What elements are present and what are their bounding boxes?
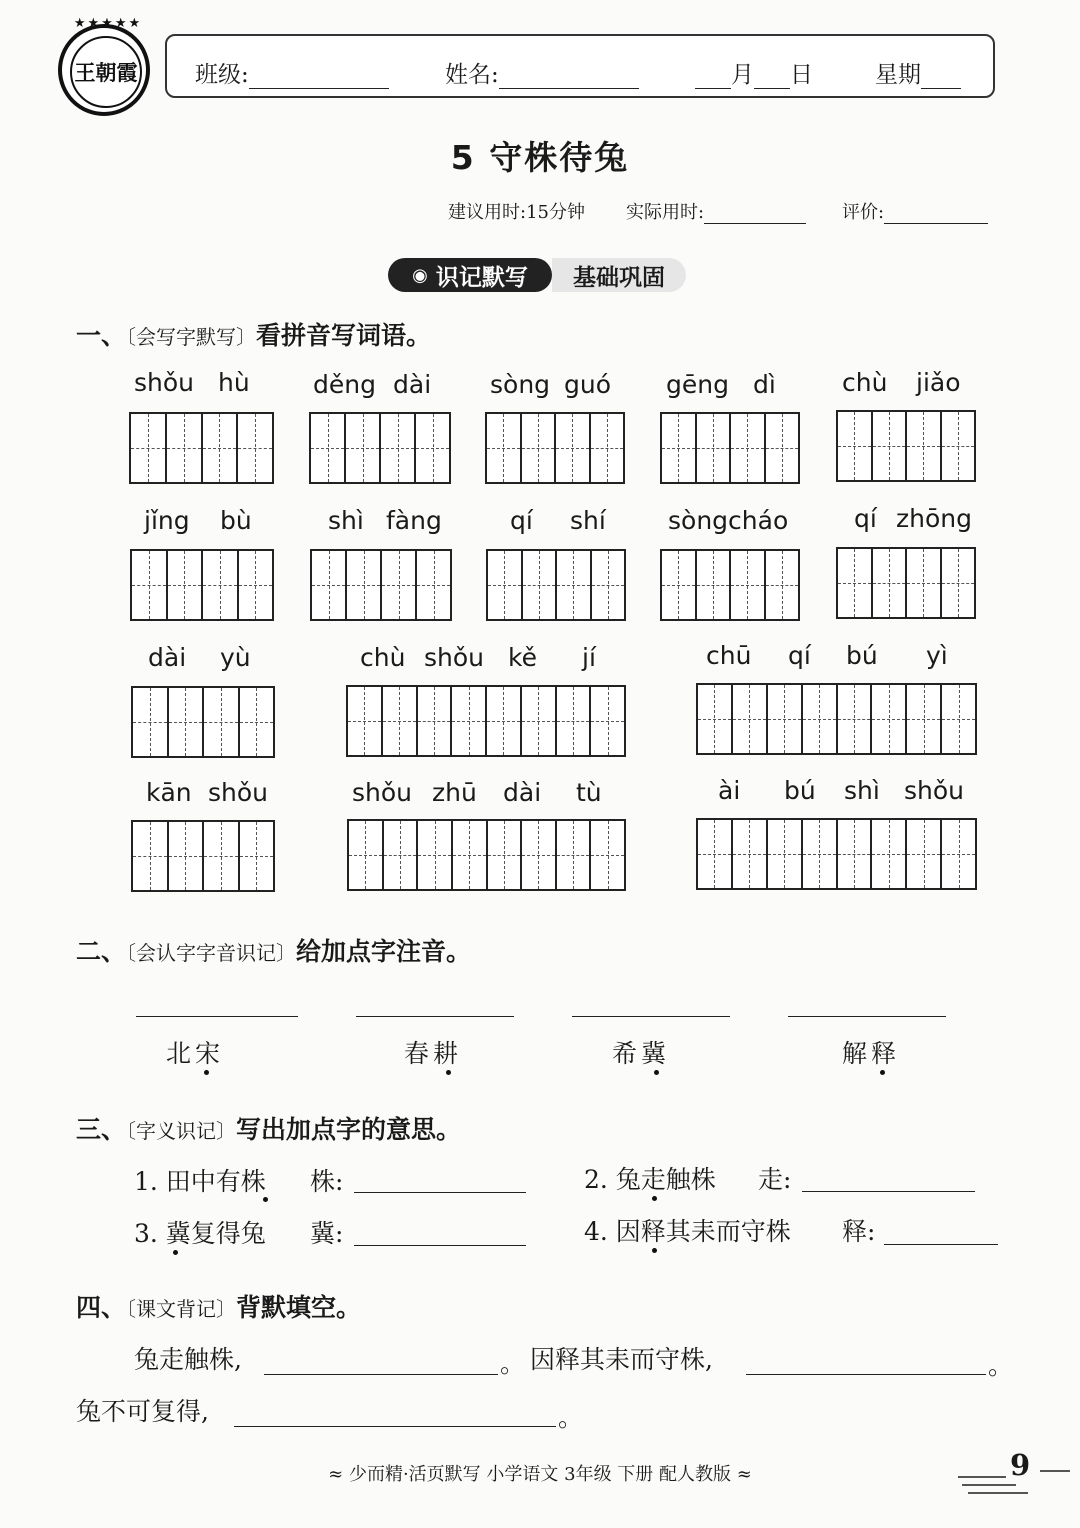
banner-basics: 基础巩固 bbox=[552, 258, 686, 292]
publisher-logo bbox=[58, 16, 150, 116]
pinyin: kān bbox=[146, 778, 192, 807]
meaning-question: 3. 冀复得兔 bbox=[134, 1219, 266, 1248]
recite-line-1a: 兔走触株, bbox=[134, 1345, 242, 1374]
logo-text: 王朝霞 bbox=[74, 60, 138, 85]
pinyin: shì bbox=[328, 506, 364, 535]
answer-blank[interactable] bbox=[884, 1244, 998, 1245]
writing-grid[interactable] bbox=[131, 820, 275, 892]
class-field[interactable]: 班级: bbox=[195, 56, 389, 89]
writing-grid[interactable] bbox=[309, 412, 451, 484]
pinyin: dài bbox=[148, 643, 187, 672]
pinyin: fàng bbox=[386, 506, 442, 535]
section-3-heading: 三、〔字义识记〕写出加点字的意思。 bbox=[76, 1115, 462, 1144]
pinyin: sòngcháo bbox=[668, 506, 789, 535]
recite-line-2: 兔不可复得, bbox=[76, 1397, 209, 1426]
footer-series: ≈ 少而精·活页默写 小学语文 3年级 下册 配人教版 ≈ bbox=[328, 1464, 752, 1485]
pinyin: sòng bbox=[490, 370, 551, 399]
pinyin: guó bbox=[564, 370, 612, 399]
meaning-question: 4. 因释其耒而守株 bbox=[584, 1217, 791, 1246]
recite-period: 。 bbox=[558, 1403, 584, 1432]
pinyin: dài bbox=[393, 370, 432, 399]
section-4-heading: 四、〔课文背记〕背默填空。 bbox=[76, 1293, 362, 1322]
pinyin: shǒu bbox=[208, 778, 269, 807]
dotted-word: 春耕 bbox=[404, 1039, 463, 1068]
pinyin: kě bbox=[508, 643, 537, 672]
decor-line bbox=[962, 1484, 1016, 1486]
pinyin: ài bbox=[718, 776, 741, 805]
meaning-key: 株: bbox=[310, 1167, 344, 1196]
weekday-field[interactable]: 星期 bbox=[875, 56, 961, 89]
pinyin: bú bbox=[846, 641, 878, 670]
pinyin: dì bbox=[753, 370, 776, 399]
pinyin: tù bbox=[576, 778, 602, 807]
pinyin: gēng bbox=[666, 370, 729, 399]
section-2-heading: 二、〔会认字字音识记〕给加点字注音。 bbox=[76, 937, 472, 966]
emphasis-dot bbox=[263, 1197, 268, 1202]
recite-period: 。 bbox=[500, 1349, 526, 1378]
pinyin: shǒu bbox=[134, 368, 195, 397]
pinyin: yù bbox=[220, 643, 251, 672]
lesson-title: 5 守株待兔 bbox=[450, 138, 630, 177]
pinyin: chù bbox=[360, 643, 406, 672]
pinyin: bú bbox=[784, 776, 816, 805]
pinyin: chū bbox=[706, 641, 752, 670]
writing-grid[interactable] bbox=[131, 686, 275, 758]
writing-grid[interactable] bbox=[836, 410, 976, 482]
emphasis-dot bbox=[446, 1070, 451, 1075]
date-field[interactable]: 月 日 bbox=[695, 56, 813, 89]
pinyin: jí bbox=[582, 643, 596, 672]
answer-blank[interactable] bbox=[234, 1426, 556, 1427]
pinyin: shǒu bbox=[352, 778, 413, 807]
banner-memorize: ◉ 识记默写 bbox=[388, 258, 552, 292]
evaluation-field[interactable]: 评价: bbox=[842, 198, 988, 224]
decor-line bbox=[1040, 1470, 1070, 1472]
pinyin: shì bbox=[844, 776, 880, 805]
dotted-word: 希冀 bbox=[612, 1039, 671, 1068]
pinyin: bù bbox=[220, 506, 252, 535]
answer-blank[interactable] bbox=[572, 1016, 730, 1017]
pinyin: qí bbox=[854, 504, 877, 533]
medal-icon: ◉ bbox=[412, 264, 428, 286]
answer-blank[interactable] bbox=[354, 1192, 526, 1193]
answer-blank[interactable] bbox=[802, 1191, 975, 1192]
pinyin: chù bbox=[842, 368, 888, 397]
answer-blank[interactable] bbox=[136, 1016, 298, 1017]
pinyin: jǐng bbox=[144, 506, 190, 535]
pinyin: dài bbox=[503, 778, 542, 807]
pinyin: qí bbox=[510, 506, 533, 535]
pinyin: jiǎo bbox=[916, 368, 961, 397]
writing-grid[interactable] bbox=[485, 412, 625, 484]
pinyin: zhōng bbox=[896, 504, 972, 533]
pinyin: qí bbox=[788, 641, 811, 670]
writing-grid[interactable] bbox=[346, 685, 626, 757]
recite-period: 。 bbox=[988, 1351, 1014, 1380]
pinyin: yì bbox=[926, 641, 948, 670]
dotted-word: 北宋 bbox=[166, 1039, 225, 1068]
dotted-word: 解释 bbox=[842, 1039, 901, 1068]
answer-blank[interactable] bbox=[788, 1016, 946, 1017]
logo-stars: ★★★★★ bbox=[73, 16, 143, 31]
writing-grid[interactable] bbox=[660, 549, 800, 621]
answer-blank[interactable] bbox=[264, 1374, 498, 1375]
emphasis-dot bbox=[204, 1070, 209, 1075]
pinyin: hù bbox=[218, 368, 250, 397]
emphasis-dot bbox=[652, 1196, 657, 1201]
writing-grid[interactable] bbox=[486, 549, 626, 621]
answer-blank[interactable] bbox=[354, 1245, 526, 1246]
pinyin: zhū bbox=[432, 778, 477, 807]
meaning-key: 走: bbox=[758, 1165, 792, 1194]
writing-grid[interactable] bbox=[347, 819, 626, 891]
decor-line bbox=[958, 1476, 1006, 1478]
pinyin: shí bbox=[570, 506, 606, 535]
writing-grid[interactable] bbox=[130, 549, 274, 621]
writing-grid[interactable] bbox=[660, 412, 800, 484]
meaning-question: 1. 田中有株 bbox=[134, 1167, 266, 1196]
writing-grid[interactable] bbox=[129, 412, 274, 484]
name-field[interactable]: 姓名: bbox=[445, 56, 639, 89]
answer-blank[interactable] bbox=[356, 1016, 514, 1017]
emphasis-dot bbox=[654, 1070, 659, 1075]
student-info-box bbox=[165, 34, 995, 98]
actual-time-field[interactable]: 实际用时: bbox=[626, 198, 806, 224]
page-number: 9 bbox=[1010, 1448, 1031, 1482]
recite-line-1b: 因释其耒而守株, bbox=[530, 1345, 713, 1374]
pinyin: shǒu bbox=[424, 643, 485, 672]
pinyin: děng bbox=[313, 370, 376, 399]
writing-grid[interactable] bbox=[696, 818, 977, 890]
writing-grid[interactable] bbox=[696, 683, 977, 755]
answer-blank[interactable] bbox=[746, 1374, 986, 1375]
emphasis-dot bbox=[652, 1248, 657, 1253]
emphasis-dot bbox=[880, 1070, 885, 1075]
meaning-key: 释: bbox=[842, 1217, 876, 1246]
suggested-time: 建议用时:15分钟 bbox=[448, 202, 585, 223]
pinyin: shǒu bbox=[904, 776, 965, 805]
writing-grid[interactable] bbox=[310, 549, 452, 621]
writing-grid[interactable] bbox=[836, 547, 976, 619]
emphasis-dot bbox=[173, 1250, 178, 1255]
decor-line bbox=[968, 1492, 1028, 1494]
section-1-heading: 一、〔会写字默写〕看拼音写词语。 bbox=[76, 321, 432, 350]
meaning-question: 2. 兔走触株 bbox=[584, 1165, 716, 1194]
meaning-key: 冀: bbox=[310, 1219, 344, 1248]
